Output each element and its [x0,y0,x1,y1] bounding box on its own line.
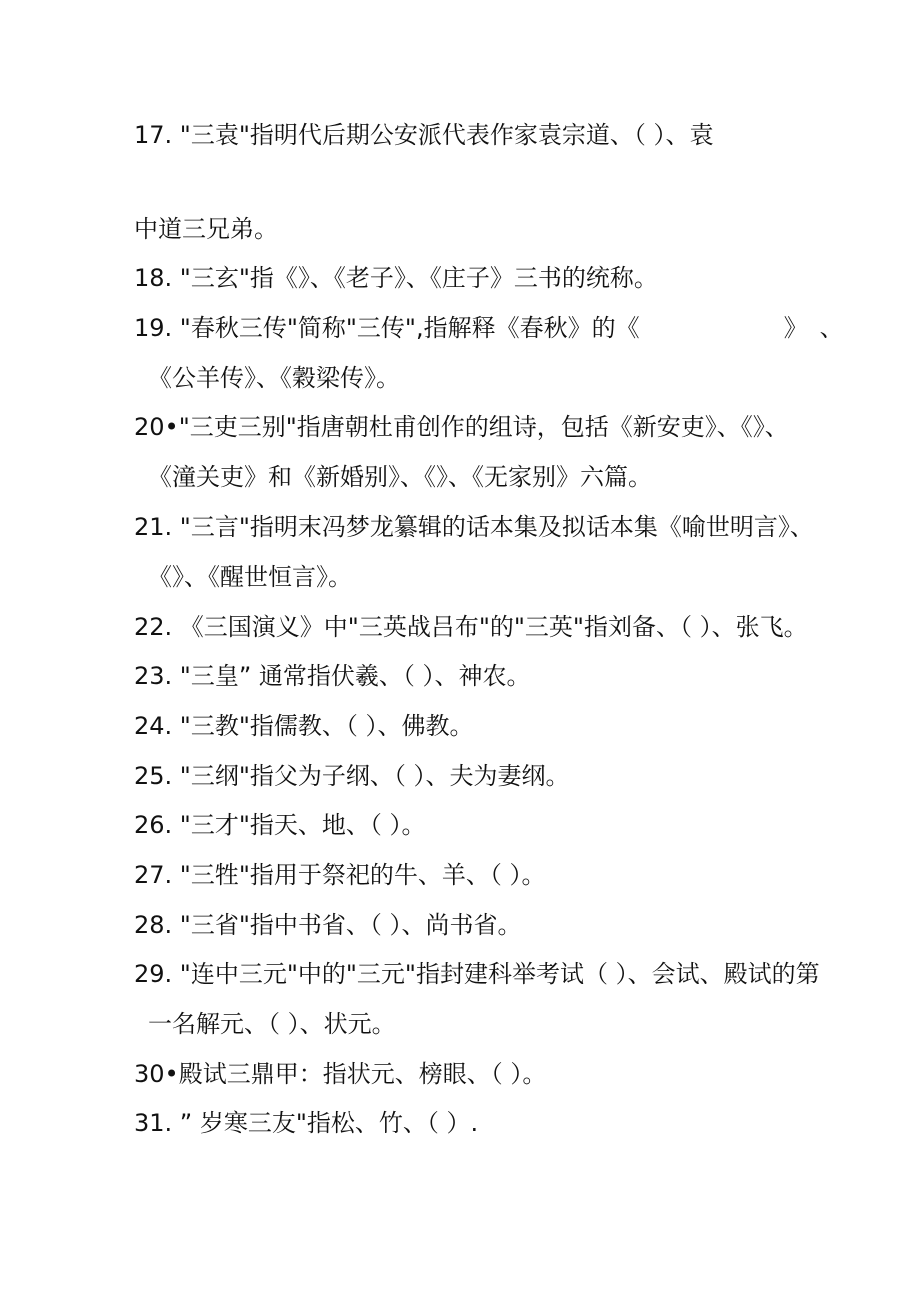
question-31: 31. ” 岁寒三友"指松、竹、（ ）. [134,1109,479,1137]
question-20-continued: 《潼关吏》和《新婚别》、《》、《无家别》六篇。 [148,463,652,491]
question-19: 19. "春秋三传"简称"三传",指解释《春秋》的《 》 、 [134,314,844,342]
question-18: 18. "三玄"指《》、《老子》、《庄子》三书的统称。 [134,264,658,292]
question-17-continued: 中道三兄弟。 [134,215,278,243]
question-28: 28. "三省"指中书省、（ ）、尚书省。 [134,911,522,939]
question-29-continued: 一名解元、（ ）、状元。 [148,1010,396,1038]
question-30: 30•殿试三鼎甲：指状元、榜眼、（ ）。 [134,1060,547,1088]
question-23: 23. "三皇” 通常指伏羲、（ ）、神农。 [134,662,531,690]
question-20: 20•"三吏三别"指唐朝杜甫创作的组诗，包括《新安吏》、《》、 [134,413,789,441]
question-21-continued: 《》、《醒世恒言》。 [148,563,352,591]
question-26: 26. "三才"指天、地、（ ）。 [134,811,426,839]
question-29: 29. "连中三元"中的"三元"指封建科举考试（ ）、会试、殿试的第 [134,960,820,988]
question-19-continued: 《公羊传》、《穀梁传》。 [148,364,400,392]
question-21: 21. "三言"指明末冯梦龙纂辑的话本集及拟话本集《喻世明言》、 [134,513,814,541]
question-17: 17. "三袁"指明代后期公安派代表作家袁宗道、（ ）、袁 [134,121,714,149]
question-27: 27. "三牲"指用于祭祀的牛、羊、（ ）。 [134,861,546,889]
question-22: 22. 《三国演义》中"三英战吕布"的"三英"指刘备、（ ）、张飞。 [134,613,808,641]
question-24: 24. "三教"指儒教、（ ）、佛教。 [134,712,474,740]
question-25: 25. "三纲"指父为子纲、（ ）、夫为妻纲。 [134,762,570,790]
